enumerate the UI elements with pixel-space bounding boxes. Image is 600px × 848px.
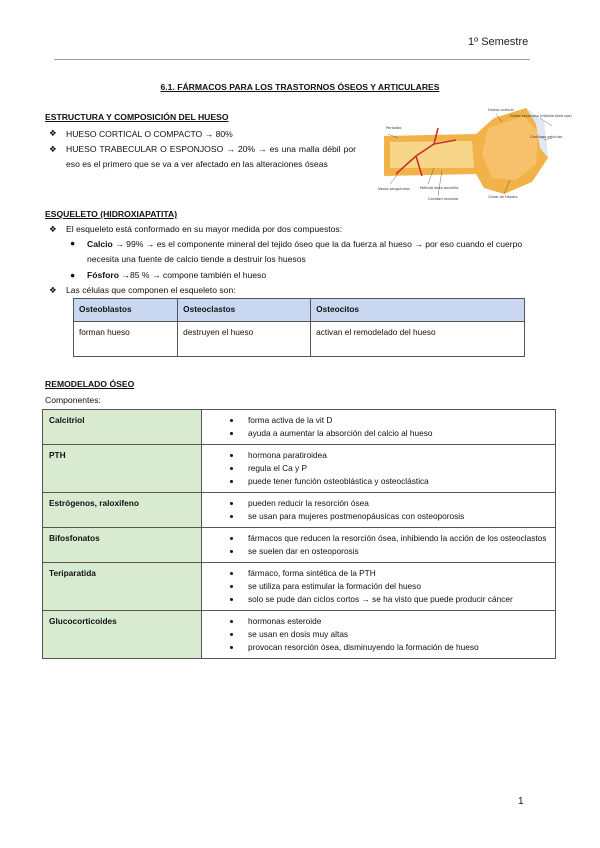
- compound-name: Calcio: [87, 239, 113, 249]
- paragraph: Las células que componen el esqueleto son:: [66, 285, 236, 295]
- dot-bullet-icon: ●: [70, 270, 76, 280]
- section-heading-remodeling: REMODELADO ÓSEO: [45, 379, 135, 389]
- diamond-bullet-icon: ❖: [49, 144, 57, 154]
- component-point: • provocan resorción ósea, disminuyendo la formación de hueso: [242, 641, 549, 654]
- figure-label: Vasos sanguíneos: [378, 187, 410, 191]
- table-row: [43, 611, 556, 659]
- component-name: Glucocorticoides: [43, 611, 202, 659]
- component-point: • se utiliza para estimular la formación del hueso: [242, 580, 549, 593]
- section-heading-structure: ESTRUCTURA Y COMPOSICIÓN DEL HUESO: [45, 112, 229, 122]
- compound-text: → 99% → es el componente mineral del tejido óseo que la da fuerza al hueso → por eso cuando el cuerpo necesita una fuente de calcio tiende a destruir los huesos: [87, 239, 523, 264]
- component-point: • regula el Ca y P: [242, 462, 549, 475]
- diamond-bullet-icon: ❖: [49, 285, 57, 295]
- section-heading-skeleton: ESQUELETO (HIDROXIAPATITA): [45, 209, 178, 219]
- component-name: Estrógenos, raloxifeno: [43, 493, 202, 528]
- list-item: HUESO CORTICAL O COMPACTO → 80%: [66, 129, 233, 139]
- component-point: • fármacos que reducen la resorción ósea, inhibiendo la acción de los osteoclastos: [242, 532, 549, 545]
- diamond-bullet-icon: ❖: [49, 128, 57, 138]
- component-point: • hormona paratiroidea: [242, 449, 549, 462]
- bone-cells-table: [73, 298, 525, 357]
- component-point: • fármaco, forma sintética de la PTH: [242, 567, 549, 580]
- page-title: 6.1. FÁRMACOS PARA LOS TRASTORNOS ÓSEOS Y ARTICULARES: [160, 82, 440, 92]
- table-row: [43, 410, 556, 445]
- table-header-cell: Osteocitos: [311, 299, 525, 322]
- page-number: 1: [518, 796, 524, 807]
- figure-label: Médula ósea amarilla: [420, 186, 459, 190]
- table-header-cell: Osteoblastos: [74, 299, 178, 322]
- table-row: [43, 445, 556, 493]
- table-row: [43, 563, 556, 611]
- component-point: • pueden reducir la resorción ósea: [242, 497, 549, 510]
- remodeling-components-table: [42, 409, 556, 659]
- table-cell: destruyen el hueso: [178, 322, 311, 357]
- figure-label: Cavidad medular: [428, 197, 459, 201]
- header-divider: [54, 59, 530, 60]
- component-point: • forma activa de la vit D: [242, 414, 549, 427]
- component-point: • se suelen dar en osteoporosis: [242, 545, 549, 558]
- component-point: • solo se pude dan ciclos cortos → se ha visto que puede producir cáncer: [242, 593, 549, 606]
- component-point: • puede tener función osteoblástica y osteoclástica: [242, 475, 549, 488]
- component-point: • se usan en dosis muy altas: [242, 628, 549, 641]
- paragraph: El esqueleto está conformado en su mayor medida por dos compuestos:: [66, 224, 343, 234]
- compound-text: →85 % → compone también el hueso: [118, 270, 267, 280]
- component-point: • ayuda a aumentar la absorción del calcio al hueso: [242, 427, 549, 440]
- figure-label: Cartílago articular: [530, 135, 563, 139]
- dot-bullet-icon: ●: [70, 238, 76, 248]
- list-item-phosphorus: [87, 268, 542, 283]
- table-row: [43, 528, 556, 563]
- table-cell: forman hueso: [74, 322, 178, 357]
- table-row: [43, 493, 556, 528]
- figure-label: Periostio: [386, 126, 402, 130]
- paragraph: Componentes:: [45, 395, 101, 405]
- component-name: PTH: [43, 445, 202, 493]
- component-name: Calcitriol: [43, 410, 202, 445]
- compound-name: Fósforo: [87, 270, 119, 280]
- component-name: Teriparatida: [43, 563, 202, 611]
- figure-label: Canal de Havers: [488, 195, 518, 199]
- component-point: • hormonas esteroide: [242, 615, 549, 628]
- list-item-calcium: [87, 237, 542, 267]
- diamond-bullet-icon: ❖: [49, 224, 57, 234]
- list-item: HUESO TRABECULAR O ESPONJOSO → 20% → es una malla débil por eso es el primero que se va a ver afectado en las alteraciones óseas: [66, 144, 356, 169]
- bone-anatomy-figure: [376, 104, 572, 206]
- semester-label: 1º Semestre: [468, 36, 529, 48]
- component-name: Bifosfonatos: [43, 528, 202, 563]
- figure-label: Hueso esponjoso (médula ósea roja): [510, 114, 572, 118]
- component-point: • se usan para mujeres postmenopáusicas con osteoporosis: [242, 510, 549, 523]
- figure-label: Hueso cortical: [488, 108, 514, 112]
- table-header-cell: Osteoclastos: [178, 299, 311, 322]
- table-cell: activan el remodelado del hueso: [311, 322, 525, 357]
